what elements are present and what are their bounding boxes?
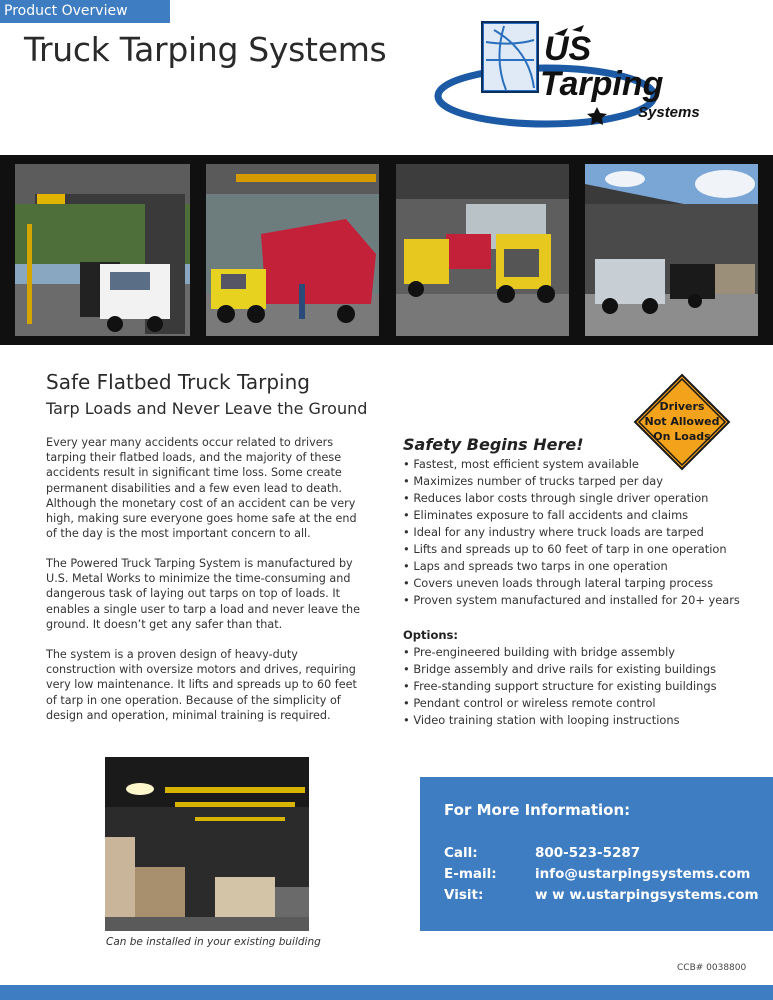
- sign-line-3: On Loads: [653, 430, 711, 443]
- page-title: Truck Tarping Systems: [24, 30, 387, 69]
- list-item: • Video training station with looping instructions: [403, 712, 717, 729]
- call-label: Call:: [444, 845, 478, 861]
- logo-systems-text: Systems: [638, 104, 700, 121]
- photo-red-tarp-truck: [206, 164, 379, 336]
- list-item: • Reduces labor costs through single driver operation: [403, 490, 740, 507]
- intro-paragraph-2: The Powered Truck Tarping System is manufactured by U.S. Metal Works to minimize the time-consuming and dangerous task of laying out tarps on top of loads. It enables a single user to tarp a load and never leave the ground. It doesn’t get any safer than that.: [46, 557, 361, 631]
- us-tarping-logo: [434, 20, 734, 135]
- list-item: • Laps and spreads two tarps in one operation: [403, 558, 740, 575]
- photo-caption: Can be installed in your existing building: [106, 936, 321, 948]
- list-item: • Proven system manufactured and installed for 20+ years: [403, 592, 740, 609]
- list-item: • Free-standing support structure for existing buildings: [403, 678, 717, 695]
- photo-truck-building-1: [15, 164, 190, 336]
- contact-info-box: [420, 777, 773, 931]
- options-list: [403, 644, 717, 729]
- photo-warehouse-installation: [105, 757, 309, 931]
- sign-line-1: Drivers: [659, 400, 705, 413]
- logo-us-text: US: [544, 30, 592, 68]
- list-item: • Pre-engineered building with bridge assembly: [403, 644, 717, 661]
- list-item: • Maximizes number of trucks tarped per day: [403, 473, 740, 490]
- options-heading: Options:: [403, 628, 458, 642]
- website-link[interactable]: w w w.ustarpingsystems.com: [535, 887, 759, 903]
- list-item: • Ideal for any industry where truck loads are tarped: [403, 524, 740, 541]
- phone-number: 800-523-5287: [535, 845, 641, 861]
- photo-yellow-trucks: [396, 164, 569, 336]
- ccb-number: CCB# 0038800: [677, 963, 747, 973]
- sign-line-2: Not Allowed: [644, 415, 720, 428]
- email-label: E-mail:: [444, 866, 497, 882]
- product-overview-tag: Product Overview: [0, 0, 170, 23]
- list-item: • Eliminates exposure to fall accidents and claims: [403, 507, 740, 524]
- list-item: • Pendant control or wireless remote control: [403, 695, 717, 712]
- intro-paragraph-3: The system is a proven design of heavy-duty construction with oversize motors and drives, requiring very low maintenance. It lifts and spreads up to 60 feet of tarp in one operation. Because of the simplicity of design and operation, minimal training is required.: [46, 648, 357, 722]
- info-heading: For More Information:: [444, 801, 631, 819]
- intro-paragraph-1: Every year many accidents occur related to drivers tarping their flatbed loads, and the majority of these accidents result in significant time loss. Some create permanent disabilities and a few even lead to death. Although the monetary cost of an accident can be very high, making sure everyone goes home safe at the end of the day is the most important concern to all.: [46, 436, 357, 541]
- safety-heading: Safety Begins Here!: [403, 435, 584, 454]
- list-item: • Fastest, most efficient system available: [403, 456, 740, 473]
- email-address[interactable]: info@ustarpingsystems.com: [535, 866, 751, 882]
- logo-tarping-text: Tarping: [540, 65, 664, 103]
- footer-bar: [0, 985, 773, 1000]
- intro-subheading: Tarp Loads and Never Leave the Ground: [46, 399, 368, 418]
- list-item: • Bridge assembly and drive rails for existing buildings: [403, 661, 717, 678]
- visit-label: Visit:: [444, 887, 484, 903]
- safety-list: [403, 456, 740, 609]
- intro-heading: Safe Flatbed Truck Tarping: [46, 370, 310, 394]
- photo-trucks-open-building: [585, 164, 758, 336]
- list-item: • Covers uneven loads through lateral tarping process: [403, 575, 740, 592]
- list-item: • Lifts and spreads up to 60 feet of tarp in one operation: [403, 541, 740, 558]
- photo-band: [0, 155, 773, 345]
